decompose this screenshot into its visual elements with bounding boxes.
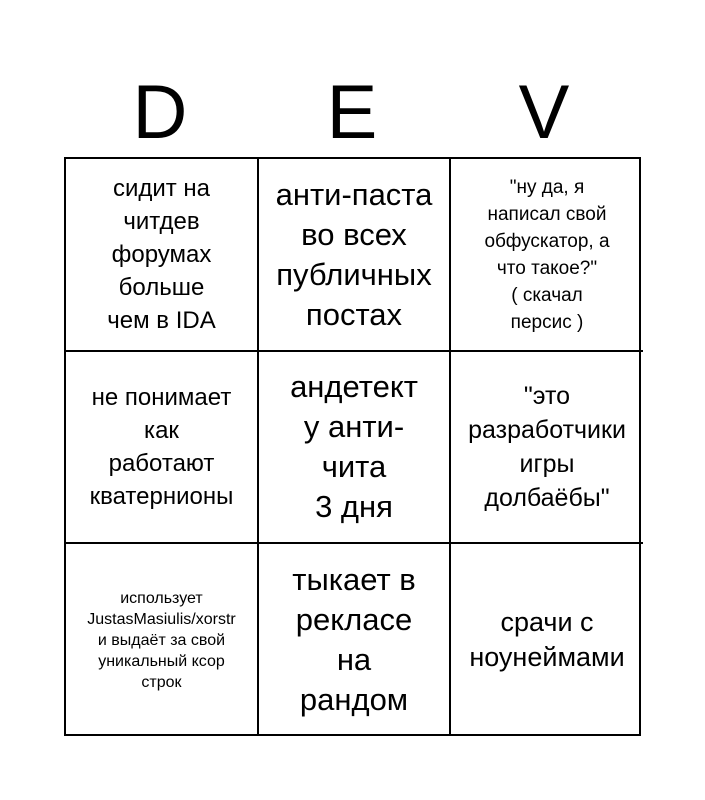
- bingo-cell-9[interactable]: срачи с ноунеймами: [469, 607, 625, 672]
- bingo-cell-5[interactable]: андетект у анти- чита 3 дня: [259, 352, 451, 544]
- header-letter-d: D: [132, 70, 188, 155]
- bingo-cell-4[interactable]: не понимает как работают кватернионы: [66, 352, 259, 544]
- bingo-cell-2[interactable]: анти-паста во всех публичных постах: [259, 159, 451, 352]
- header-letter-v: V: [518, 70, 570, 155]
- bingo-grid: [64, 157, 641, 736]
- bingo-cell-8[interactable]: тыкает в рекласе на рандом: [259, 544, 451, 736]
- bingo-cell-7[interactable]: использует JustasMasiulis/xorstr и выдаёт за свой уникальный ксор строк: [66, 544, 259, 736]
- bingo-cell-6[interactable]: "это разработчики игры долбаёбы": [451, 352, 643, 544]
- header-letter-e: E: [326, 70, 378, 155]
- bingo-header: [64, 68, 641, 158]
- bingo-cell-3[interactable]: "ну да, я написал свой обфускатор, а что такое?" ( скачал персис ): [451, 159, 643, 352]
- bingo-cell-1[interactable]: сидит на читдев форумах больше чем в IDA: [66, 159, 259, 352]
